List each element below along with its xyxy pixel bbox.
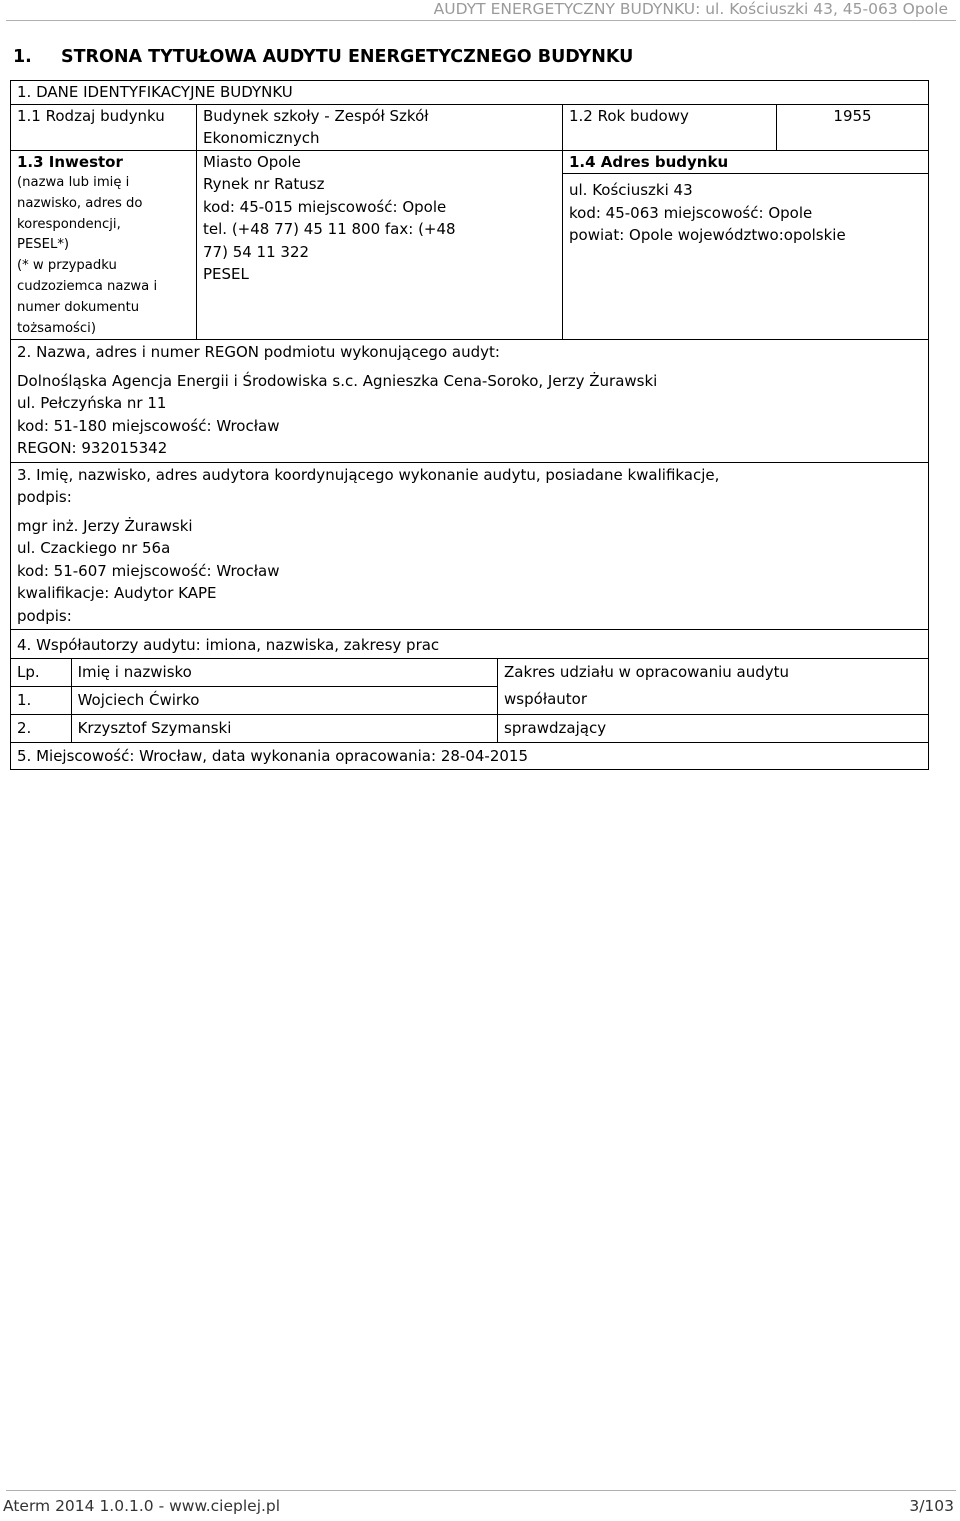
investor-note-line: numer dokumentu	[17, 299, 140, 315]
section4-title: 4. Współautorzy audytu: imiona, nazwiska, zakresy prac	[11, 630, 929, 659]
coauthor-name: Krzysztof Szymanski	[71, 714, 497, 742]
running-header: AUDYT ENERGETYCZNY BUDYNKU: ul. Kościuszki 43, 45-063 Opole	[433, 0, 948, 18]
coordinator-line: podpis:	[17, 606, 72, 625]
section2-title: 2. Nazwa, adres i numer REGON podmiotu wykonującego audyt:	[17, 343, 500, 362]
investor-note-line: cudzoziemca nazwa i	[17, 278, 158, 294]
header-rule	[6, 20, 956, 21]
coordinator-line: kwalifikacje: Audytor KAPE	[17, 584, 217, 603]
heading-number: 1.	[13, 47, 32, 67]
coordinator-line: kod: 51-607 miejscowość: Wrocław	[17, 561, 280, 580]
coauthors-table-row	[11, 658, 929, 742]
coauthor-lp: 1.	[11, 686, 71, 714]
coauthors-header-name: Imię i nazwisko	[71, 659, 497, 687]
address-line: powiat: Opole województwo:opolskie	[569, 226, 846, 244]
auditor-company-line: kod: 51-180 miejscowość: Wrocław	[17, 416, 280, 435]
auditor-company-line: ul. Pełczyńska nr 11	[17, 394, 167, 413]
footer-rule	[6, 1490, 956, 1491]
section3-title-line: podpis:	[17, 488, 72, 507]
coauthors-header-lp: Lp.	[11, 659, 71, 687]
heading-title: STRONA TYTUŁOWA AUDYTU ENERGETYCZNEGO BUDYNKU	[61, 47, 634, 67]
address-line: kod: 45-063 miejscowość: Opole	[569, 203, 813, 222]
build-year-value: 1955	[777, 104, 929, 150]
section3-title-line: 3. Imię, nazwisko, adres audytora koordynującego wykonanie audytu, posiadane kwalifikacje,	[17, 465, 720, 484]
build-year-label: 1.2 Rok budowy	[563, 104, 777, 150]
building-type-label: 1.1 Rodzaj budynku	[11, 104, 197, 150]
building-address-cell	[563, 150, 929, 340]
page-heading	[13, 47, 633, 67]
investor-line: 77) 54 11 322	[203, 242, 310, 261]
investor-note-line: tożsamości)	[17, 320, 96, 336]
coauthors-header-row	[11, 659, 928, 687]
coordinator-line: ul. Czackiego nr 56a	[17, 539, 171, 558]
section1-title-row	[11, 81, 929, 105]
coauthor-name: Wojciech Ćwirko	[71, 686, 497, 714]
auditor-company-line: Dolnośląska Agencja Energii i Środowiska s.c. Agnieszka Cena-Soroko, Jerzy Żurawski	[17, 371, 658, 390]
building-type-line-2: Ekonomicznych	[203, 129, 320, 147]
coauthor-lp: 2.	[11, 714, 71, 742]
investor-line: Rynek nr Ratusz	[203, 175, 325, 193]
investor-note-line: nazwisko, adres do	[17, 195, 143, 211]
investor-note-line: (nazwa lub imię i	[17, 175, 130, 190]
coauthors-cell	[11, 658, 929, 742]
coordinator-line: mgr inż. Jerzy Żurawski	[17, 516, 193, 535]
investor-line: Miasto Opole	[203, 152, 301, 171]
coauthor-scope: współautor	[498, 686, 929, 714]
address-line: ul. Kościuszki 43	[569, 181, 693, 199]
investor-label: 1.3 Inwestor	[17, 152, 123, 171]
investor-row	[11, 150, 929, 340]
building-type-line-1: Budynek szkoły - Zespół Szkół	[203, 106, 429, 125]
audit-title-table	[10, 80, 929, 770]
footer-software: Aterm 2014 1.0.1.0 - www.cieplej.pl	[3, 1497, 281, 1515]
section1-title: 1. DANE IDENTYFIKACYJNE BUDYNKU	[11, 81, 929, 105]
investor-line: PESEL	[203, 265, 249, 283]
section2-cell	[11, 340, 929, 463]
section5-text: 5. Miejscowość: Wrocław, data wykonania opracowania: 28-04-2015	[11, 742, 929, 769]
investor-details-cell	[197, 150, 563, 340]
section4-title-row	[11, 630, 929, 659]
page-number: 3/103	[909, 1497, 954, 1515]
section2-row	[11, 340, 929, 463]
investor-line: kod: 45-015 miejscowość: Opole	[203, 197, 447, 216]
building-address-lines	[563, 174, 928, 247]
table-row	[11, 686, 928, 714]
section3-row	[11, 462, 929, 630]
table-row	[11, 714, 928, 742]
section3-cell	[11, 462, 929, 630]
building-type-row	[11, 104, 929, 150]
building-address-label: 1.4 Adres budynku	[563, 151, 928, 175]
section5-row	[11, 742, 929, 769]
investor-label-cell	[11, 150, 197, 340]
coauthors-header-scope: Zakres udziału w opracowaniu audytu	[504, 662, 790, 681]
investor-note-line: PESEL*)	[17, 237, 70, 253]
investor-note-line: (* w przypadku	[17, 258, 117, 274]
investor-note	[17, 173, 190, 339]
coauthors-table	[11, 659, 928, 742]
investor-note-line: korespondencji,	[17, 216, 121, 232]
building-type-value	[197, 104, 563, 150]
auditor-company-line: REGON: 932015342	[17, 439, 168, 458]
investor-line: tel. (+48 77) 45 11 800 fax: (+48	[203, 220, 456, 238]
coauthor-scope: sprawdzający	[498, 714, 929, 742]
